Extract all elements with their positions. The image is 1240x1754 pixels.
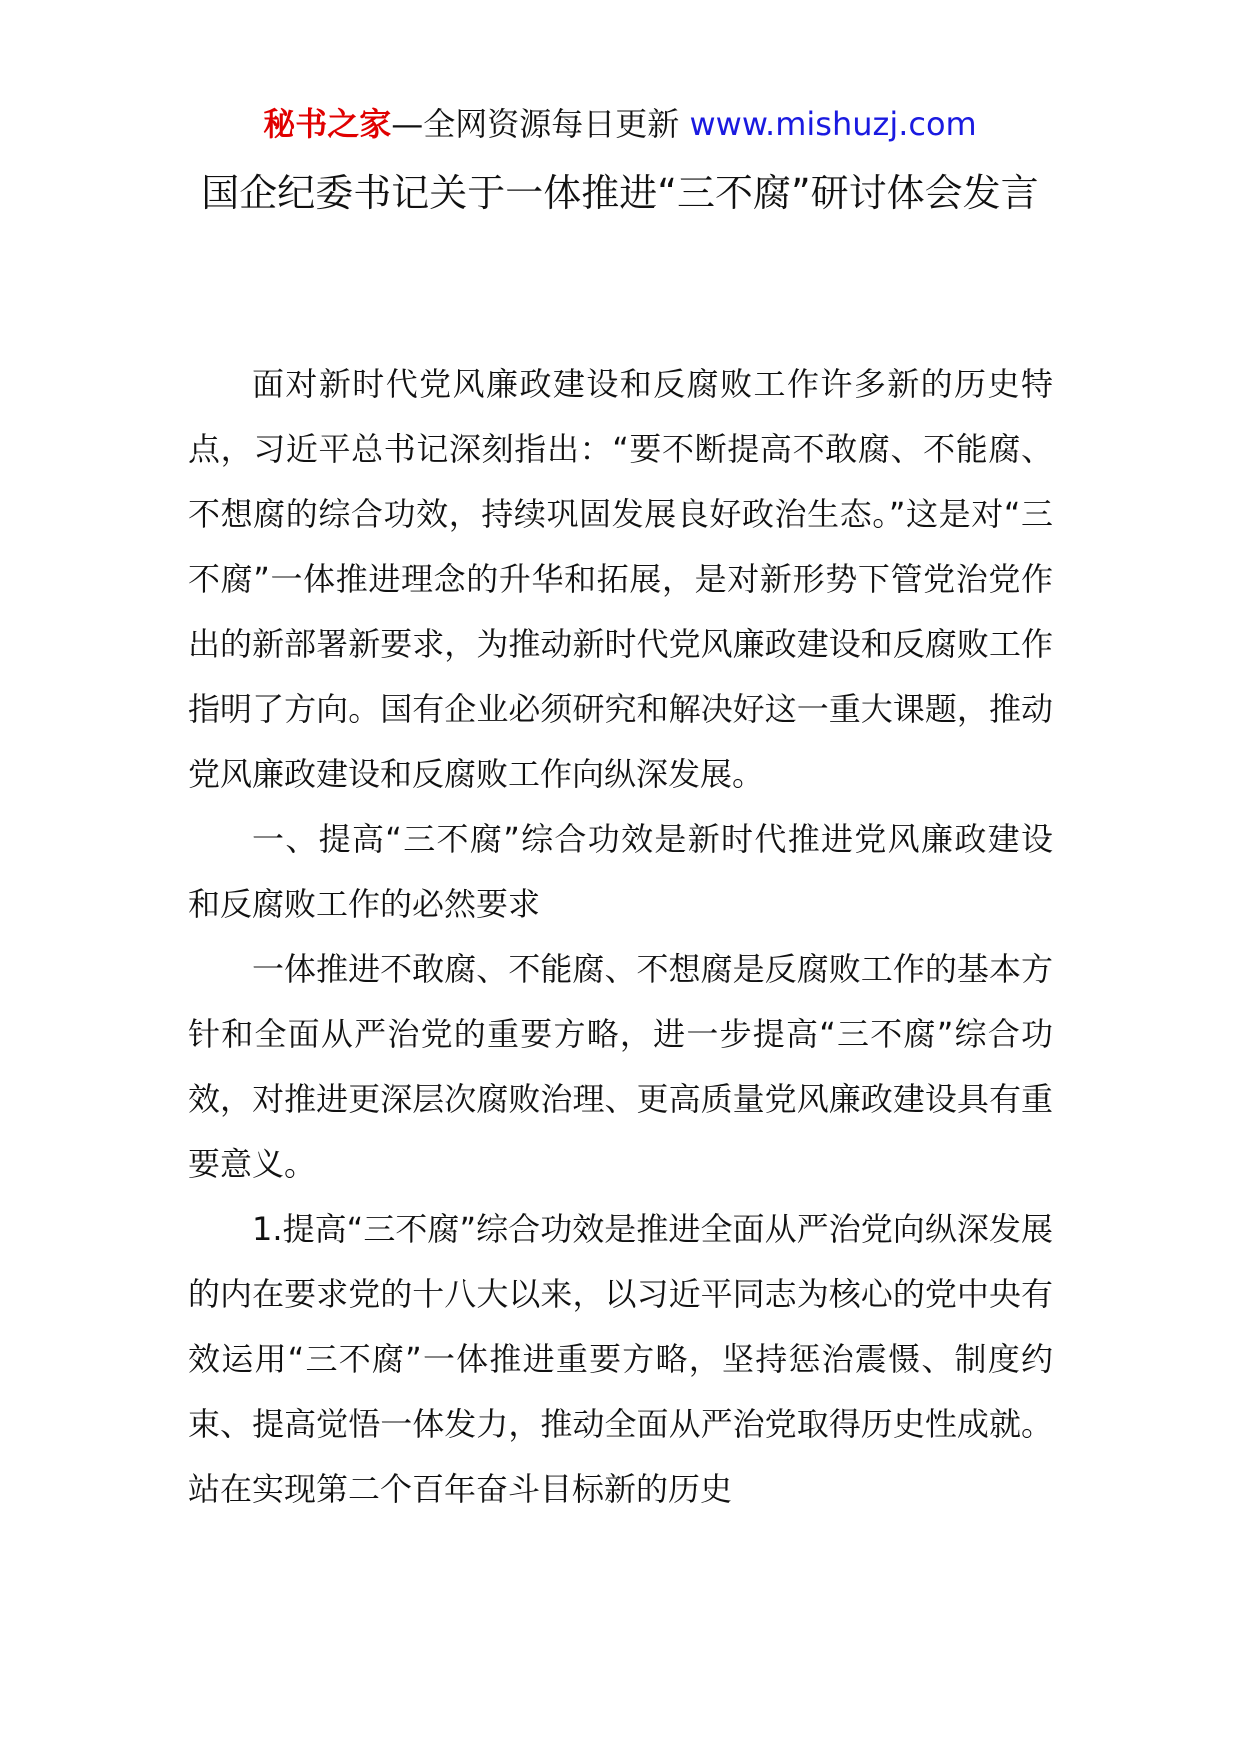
document-body	[188, 352, 1053, 1522]
site-header	[0, 100, 1240, 148]
paragraph-intro: 面对新时代党风廉政建设和反腐败工作许多新的历史特点，习近平总书记深刻指出：“要不断提高不敢腐、不能腐、不想腐的综合功效，持续巩固发展良好政治生态。”这是对“三不腐”一体推进理念的升华和拓展，是对新形势下管党治党作出的新部署新要求，为推动新时代党风廉政建设和反腐败工作指明了方向。国有企业必须研究和解决好这一重大课题，推动党风廉政建设和反腐败工作向纵深发展。	[188, 365, 1053, 793]
paragraph-section-1: 一体推进不敢腐、不能腐、不想腐是反腐败工作的基本方针和全面从严治党的重要方略，进一步提高“三不腐”综合功效，对推进更深层次腐败治理、更高质量党风廉政建设具有重要意义。	[188, 950, 1053, 1183]
document-title: 国企纪委书记关于一体推进“三不腐”研讨体会发言	[201, 171, 1039, 215]
header-tagline: —全网资源每日更新	[391, 105, 680, 143]
site-url[interactable]: www.mishuzj.com	[689, 105, 977, 143]
brand-name: 秘书之家	[263, 105, 392, 143]
paragraph-point-1: 1.提高“三不腐”综合功效是推进全面从严治党向纵深发展的内在要求党的十八大以来，以习近平同志为核心的党中央有效运用“三不腐”一体推进重要方略，坚持惩治震慑、制度约束、提高觉悟一体发力，推动全面从严治党取得历史性成就。站在实现第二个百年奋斗目标新的历史	[188, 1210, 1053, 1508]
section-heading-1: 一、提高“三不腐”综合功效是新时代推进党风廉政建设和反腐败工作的必然要求	[188, 820, 1053, 923]
